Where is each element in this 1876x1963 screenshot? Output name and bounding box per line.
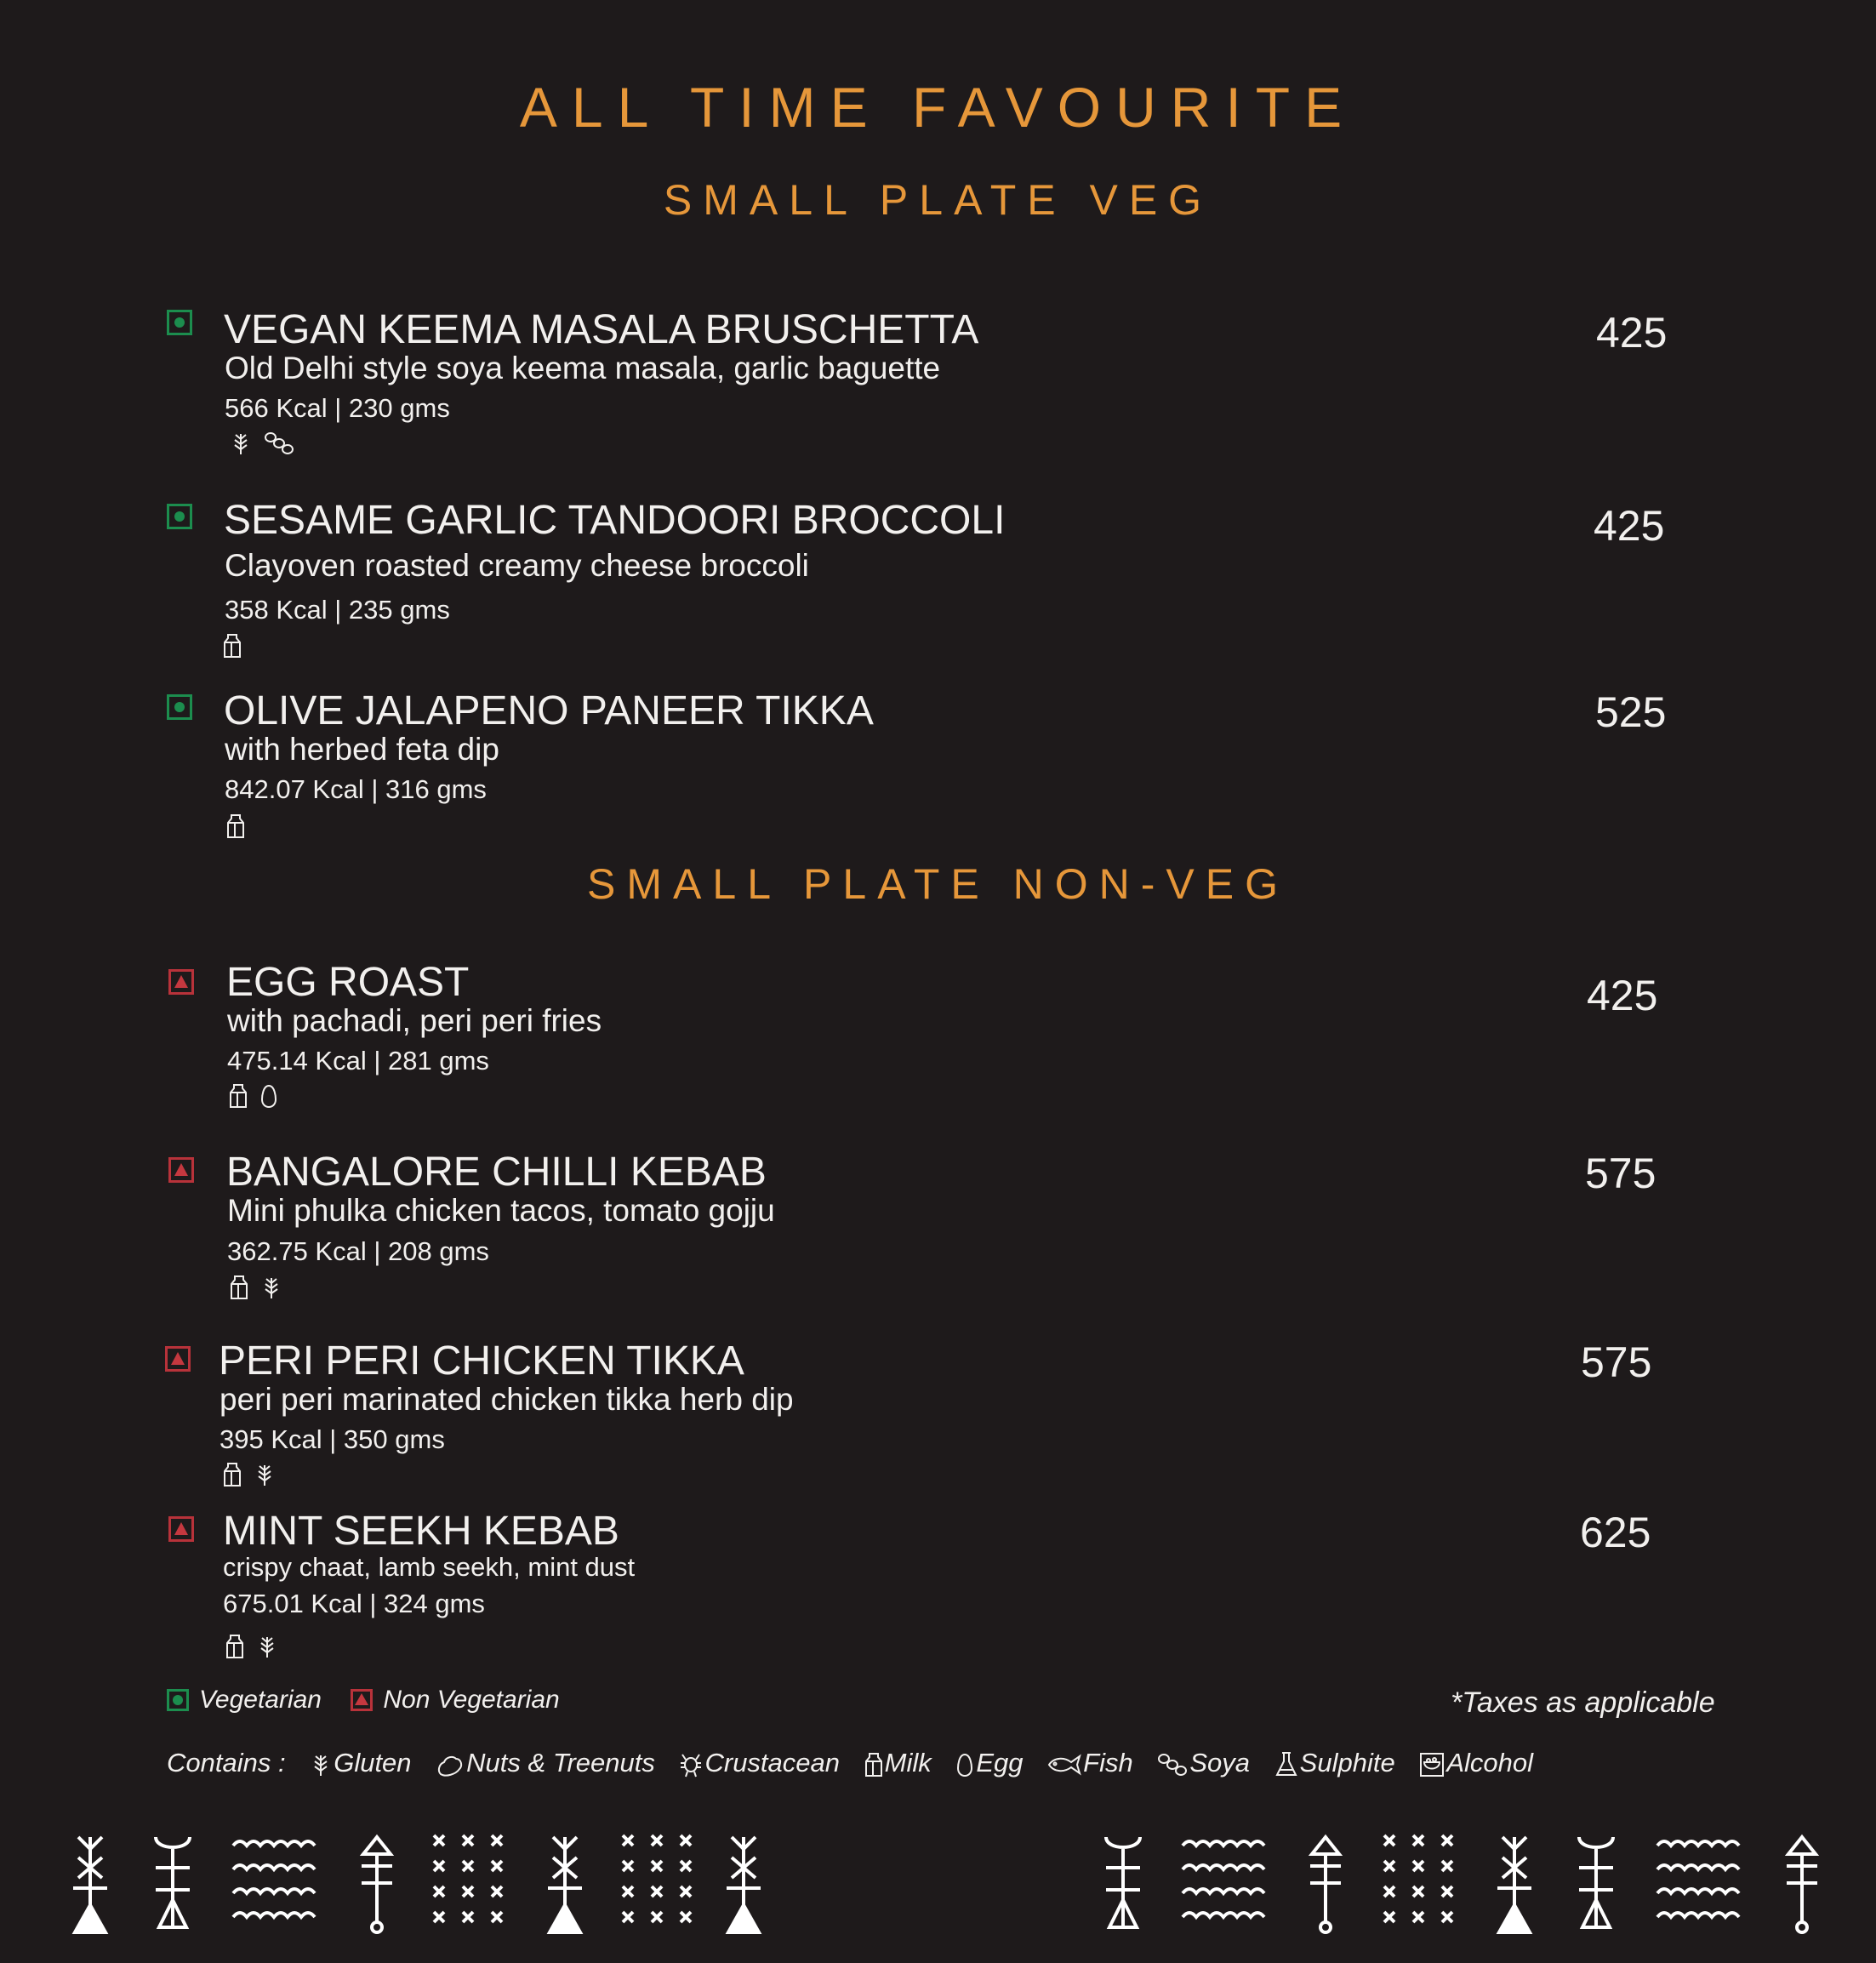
item-name: OLIVE JALAPENO PANEER TIKKA [224,688,874,733]
item-name: BANGALORE CHILLI KEBAB [226,1150,767,1195]
item-price: 575 [1585,1150,1656,1197]
allergen-legend-item [1157,1748,1250,1778]
item-price: 425 [1596,309,1668,357]
menu-item [0,1338,1876,1508]
menu-item [0,497,1876,667]
item-nutrition: 362.75 Kcal | 208 gms [227,1236,489,1266]
item-description: peri peri marinated chicken tikka herb dip [220,1382,794,1417]
allergen-legend-item [864,1748,932,1778]
allergen-label: Alcohol [1446,1747,1534,1778]
allergen-label: Nuts & Treenuts [466,1747,655,1778]
allergen-legend [167,1746,1550,1778]
nonveg-marker-icon [168,1516,194,1542]
contains-prefix: Contains : [167,1747,286,1778]
allergen-label: Soya [1189,1747,1251,1778]
item-name: PERI PERI CHICKEN TIKKA [219,1338,744,1384]
item-price: 575 [1581,1338,1652,1386]
item-description: Old Delhi style soya keema masala, garlic baguette [225,351,941,385]
item-allergens [229,1083,287,1109]
item-allergens [223,633,250,659]
alcohol-icon [1419,1752,1445,1778]
milk-icon [223,1462,242,1487]
menu-item [0,959,1876,1129]
gluten-icon [256,1634,278,1659]
allergen-label: Gluten [334,1747,412,1778]
item-name: EGG ROAST [226,960,470,1005]
gluten-icon [230,431,252,456]
arrow-up-ornament-icon [353,1834,401,1936]
item-price: 425 [1587,972,1658,1019]
arrow-ornament-icon [541,1834,589,1936]
item-allergens [230,1275,291,1300]
item-description: crispy chaat, lamb seekh, mint dust [223,1552,636,1582]
egg-icon [955,1752,974,1778]
veg-marker-icon [167,694,192,720]
item-nutrition: 675.01 Kcal | 324 gms [223,1589,485,1618]
item-description: with herbed feta dip [225,732,499,767]
nonveg-legend-label: Non Vegetarian [383,1686,560,1715]
item-description: with pachadi, peri peri fries [227,1003,602,1038]
item-allergens [223,1462,284,1487]
crustacean-icon [679,1751,703,1778]
item-allergens [225,1634,287,1659]
figure-ornament-icon [149,1834,197,1936]
veg-marker-icon [167,1689,189,1711]
sulphite-icon [1274,1751,1298,1778]
menu-item [0,1508,1876,1678]
allergen-legend-item [1047,1748,1133,1778]
item-description: Clayoven roasted creamy cheese broccoli [225,548,809,583]
figure-ornament-icon [1572,1834,1620,1936]
figure-ornament-icon [1099,1834,1147,1936]
menu-title: ALL TIME FAVOURITE [519,76,1357,139]
gluten-icon [260,1275,282,1300]
milk-icon [225,1634,244,1659]
veg-legend-label: Vegetarian [199,1686,322,1715]
veg-marker-icon [167,310,192,335]
milk-icon [223,633,242,659]
soya-icon [264,431,294,456]
item-nutrition: 566 Kcal | 230 gms [225,393,450,423]
milk-icon [226,813,245,839]
nonveg-marker-icon [168,1157,194,1183]
allergen-label: Crustacean [704,1747,841,1778]
item-allergens [230,431,303,456]
arrow-ornament-icon [1491,1834,1538,1936]
nonveg-section-title: SMALL PLATE NON-VEG [587,860,1289,908]
item-nutrition: 842.07 Kcal | 316 gms [225,774,487,804]
item-name: SESAME GARLIC TANDOORI BROCCOLI [224,498,1006,543]
allergen-legend-item [1419,1748,1533,1778]
allergen-label: Egg [976,1747,1024,1778]
item-description: Mini phulka chicken tacos, tomato gojju [227,1193,775,1228]
wave-ornament-icon [231,1834,320,1927]
cross-grid-ornament-icon [432,1834,509,1927]
cross-grid-ornament-icon [1383,1834,1459,1927]
cross-grid-ornament-icon [621,1834,698,1927]
fish-icon [1047,1752,1081,1778]
gluten-icon [254,1462,276,1487]
milk-icon [229,1083,248,1109]
taxes-note: *Taxes as applicable [1451,1686,1715,1719]
allergen-label: Milk [884,1747,932,1778]
veg-marker-icon [167,504,192,529]
arrow-up-ornament-icon [1778,1834,1826,1936]
item-allergens [226,813,254,839]
allergen-legend-item [679,1748,840,1778]
item-nutrition: 395 Kcal | 350 gms [220,1424,445,1454]
allergen-label: Fish [1083,1747,1133,1778]
item-nutrition: 475.14 Kcal | 281 gms [227,1046,489,1076]
veg-section-title: SMALL PLATE VEG [663,176,1213,224]
egg-icon [259,1083,278,1109]
menu-item [0,1149,1876,1319]
nonveg-marker-icon [165,1346,191,1372]
wave-ornament-icon [1181,1834,1269,1927]
nonveg-marker-icon [168,969,194,995]
allergen-legend-item [1274,1748,1395,1778]
allergen-label: Sulphite [1299,1747,1395,1778]
allergen-legend-item [310,1748,411,1778]
menu-item [0,688,1876,858]
soya-icon [1157,1752,1188,1778]
nonveg-marker-icon [351,1689,373,1711]
diet-legend [167,1685,582,1715]
item-price: 425 [1594,502,1665,550]
arrow-up-ornament-icon [1302,1834,1349,1936]
item-nutrition: 358 Kcal | 235 gms [225,595,450,625]
arrow-ornament-icon [720,1834,767,1936]
wave-ornament-icon [1656,1834,1744,1927]
milk-icon [864,1752,883,1778]
item-price: 625 [1580,1509,1651,1556]
item-name: VEGAN KEEMA MASALA BRUSCHETTA [224,307,979,352]
item-name: MINT SEEKH KEBAB [223,1509,619,1554]
decorative-border [0,1834,1876,1936]
gluten-icon [310,1752,332,1778]
item-price: 525 [1595,688,1667,736]
arrow-ornament-icon [66,1834,114,1936]
allergen-legend-item [955,1748,1023,1778]
menu-item [0,306,1876,476]
milk-icon [230,1275,248,1300]
nuts-icon [436,1752,465,1778]
allergen-legend-item [436,1748,655,1778]
